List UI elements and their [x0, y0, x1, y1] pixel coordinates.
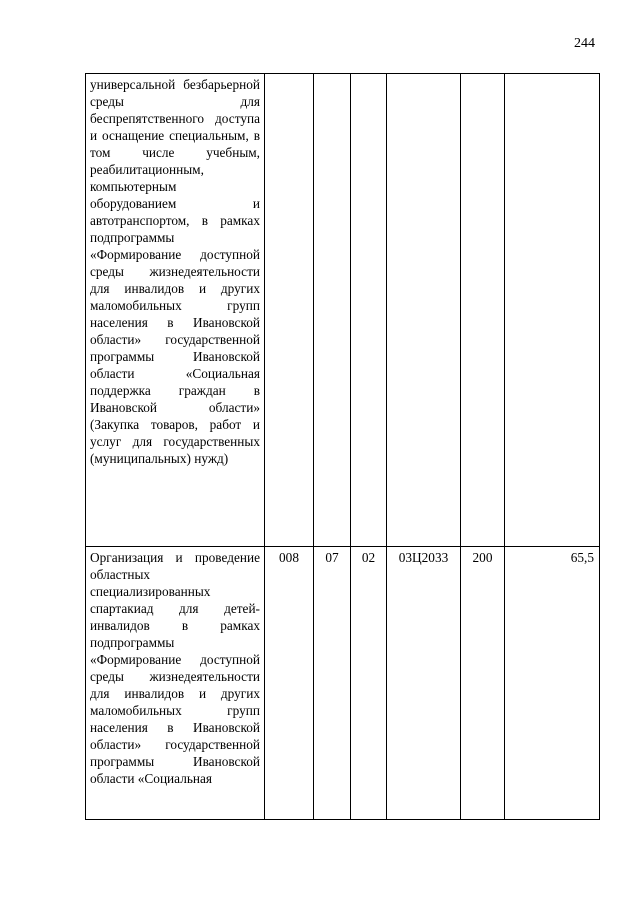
- subsection-code-cell: 02: [351, 547, 387, 820]
- row-description: универсальной безбарьерной среды для беспрепятственного доступа и оснащение специальным, в том числе учебным, реабилитационным, компьютерным оборудованием и автотранспортом, в рамках подпрограммы «Формирование доступной среды жизнедеятельности для инвалидов и других маломобильных групп населения в Ивановской области» государственной программы Ивановской области «Социальная поддержка граждан в Ивановской области» (Закупка товаров, работ и услуг для государственных (муниципальных) нужд): [90, 77, 260, 466]
- target-article-cell: [387, 74, 461, 547]
- row-description: Организация и проведение областных специализированных спартакиад для детей-инвалидов в рамках подпрограммы «Формирование доступной среды жизнедеятельности для инвалидов и других маломобильных групп населения в Ивановской области» государственной программы Ивановской области «Социальная: [90, 550, 260, 786]
- row-description-cell: [86, 74, 265, 547]
- amount-cell: 65,5: [505, 547, 600, 820]
- section-code-cell: 07: [314, 547, 351, 820]
- subsection-code-cell: [351, 74, 387, 547]
- table-row: [86, 547, 600, 820]
- target-article-cell: 03Ц2033: [387, 547, 461, 820]
- ministry-code-cell: [265, 74, 314, 547]
- expense-type-cell: 200: [461, 547, 505, 820]
- ministry-code-cell: 008: [265, 547, 314, 820]
- page-number: 244: [574, 36, 595, 51]
- table-row: [86, 74, 600, 547]
- row-description-cell: [86, 547, 265, 820]
- section-code-cell: [314, 74, 351, 547]
- budget-table: [85, 73, 600, 820]
- expense-type-cell: [461, 74, 505, 547]
- amount-cell: [505, 74, 600, 547]
